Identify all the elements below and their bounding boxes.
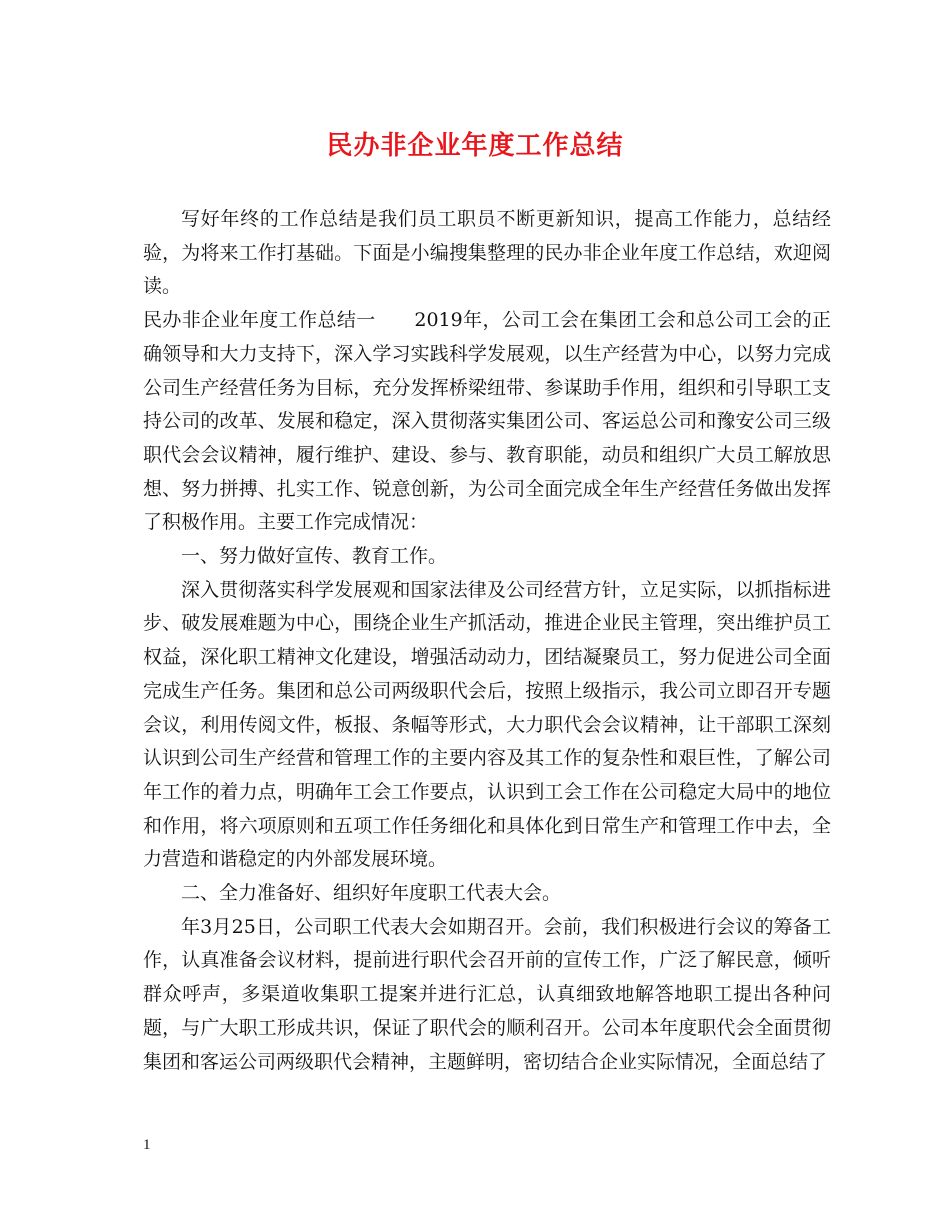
document-body — [143, 203, 831, 1079]
section-1-paragraph: 深入贯彻落实科学发展观和国家法律及公司经营方针，立足实际，以抓指标进步、破发展难题为中心，围绕企业生产抓活动，推进企业民主管理，突出维护员工权益，深化职工精神文化建设，增强活动动力，团结凝聚员工，努力促进公司全面完成生产任务。集团和总公司两级职代会后，按照上级指示，我公司立即召开专题会议，利用传阅文件，板报、条幅等形式，大力职代会会议精神，让干部职工深刻认识到公司生产经营和管理工作的主要内容及其工作的复杂性和艰巨性，了解公司年工作的着力点，明确年工会工作要点，认识到工会工作在公司稳定大局中的地位和作用，将六项原则和五项工作任务细化和具体化到日常生产和管理工作中去，全力营造和谐稳定的内外部发展环境。 — [143, 578, 831, 871]
section-2-paragraph: 年3月25日，公司职工代表大会如期召开。会前，我们积极进行会议的筹备工作，认真准备会议材料，提前进行职代会召开前的宣传工作，广泛了解民意，倾听群众呼声，多渠道收集职工提案并进行汇总，认真细致地解答地职工提出各种问题，与广大职工形成共识，保证了职代会的顺利召开。公司本年度职代会全面贯彻集团和客运公司两级职代会精神，主题鲜明，密切结合企业实际情况，全面总结了 — [143, 915, 831, 1073]
page-number: 1 — [143, 1137, 151, 1153]
intro-paragraph: 写好年终的工作总结是我们员工职员不断更新知识，提高工作能力，总结经验，为将来工作打基础。下面是小编搜集整理的民办非企业年度工作总结，欢迎阅读。 — [143, 208, 831, 298]
section-heading-2: 二、全力准备好、组织好年度职工代表大会。 — [181, 882, 562, 905]
section-heading-1: 一、努力做好宣传、教育工作。 — [181, 545, 448, 568]
page-title: 民办非企业年度工作总结 — [326, 131, 624, 161]
summary-one-paragraph: 民办非企业年度工作总结一 2019年，公司工会在集团工会和总公司工会的正确领导和大力支持下，深入学习实践科学发展观，以生产经营为中心，以努力完成公司生产经营任务为目标，充分发挥桥梁纽带、参谋助手作用，组织和引导职工支持公司的改革、发展和稳定，深入贯彻落实集团公司、客运总公司和豫安公司三级职代会会议精神，履行维护、建设、参与、教育职能，动员和组织广大员工解放思想、努力拼搏、扎实工作、锐意创新，为公司全面完成全年生产经营任务做出发挥了积极作用。主要工作完成情况： — [143, 309, 831, 534]
